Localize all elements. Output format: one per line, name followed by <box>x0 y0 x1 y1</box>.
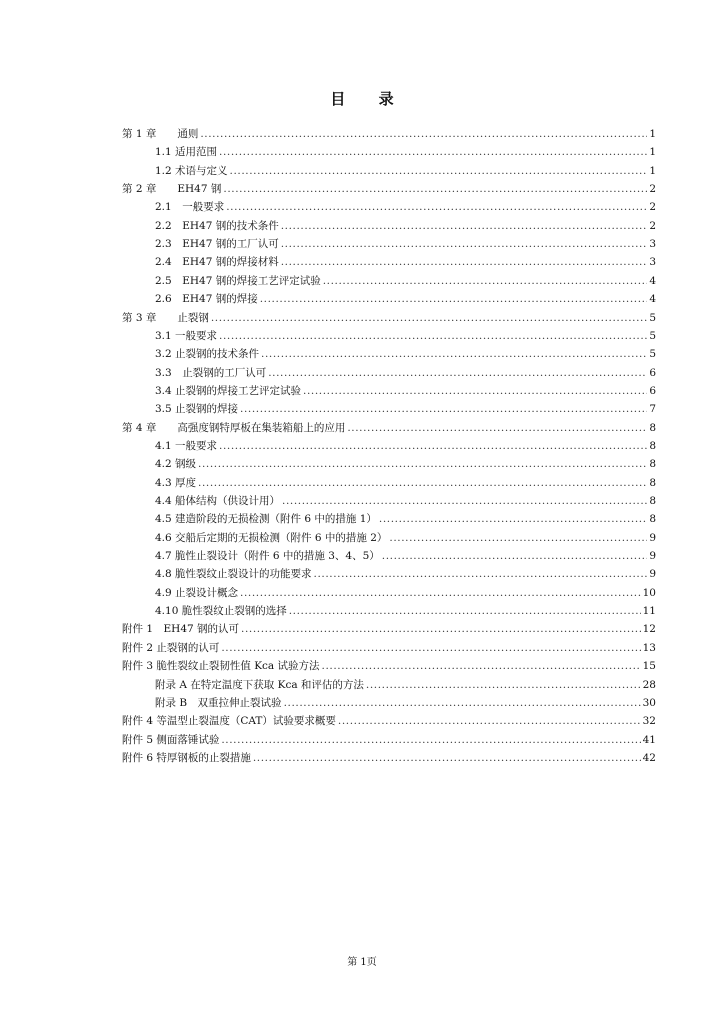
toc-entry-page: 5 <box>649 348 656 361</box>
toc-dot-leader <box>366 677 641 693</box>
toc-entry-label: 4.3 厚度 <box>155 476 197 489</box>
toc-entry[interactable] <box>122 310 656 326</box>
toc-dot-leader <box>281 254 648 270</box>
toc-entry-page: 1 <box>649 146 656 159</box>
toc-dot-leader <box>261 346 647 362</box>
toc-entry-page: 8 <box>649 495 656 507</box>
toc-entry-page: 12 <box>642 623 656 636</box>
toc-dot-leader <box>198 475 647 491</box>
toc-entry[interactable] <box>155 456 656 472</box>
toc-dot-leader <box>240 585 641 601</box>
page-title: 目 录 <box>330 90 408 108</box>
toc-entry-label: 2.2 EH47 钢的技术条件 <box>155 219 279 232</box>
toc-dot-leader <box>221 640 640 656</box>
toc-dot-leader <box>253 750 641 766</box>
toc-entry-page: 8 <box>649 513 656 526</box>
toc-dot-leader <box>230 163 648 179</box>
toc-entry-label: 4.1 一般要求 <box>155 439 218 452</box>
toc-entry-label: 2.3 EH47 钢的工厂认可 <box>155 238 279 251</box>
toc-entry-label: 附件 5 侧面落锤试验 <box>122 733 220 746</box>
toc-dot-leader <box>382 548 648 564</box>
toc-entry-page: 3 <box>649 238 656 251</box>
toc-entry-page: 7 <box>649 403 656 416</box>
toc-entry[interactable] <box>155 163 656 179</box>
toc-entry[interactable] <box>155 273 656 289</box>
toc-entry[interactable] <box>122 658 656 674</box>
toc-entry-page: 5 <box>649 311 656 324</box>
toc-entry-label: 4.10 脆性裂纹止裂钢的选择 <box>155 605 287 618</box>
toc-dot-leader <box>221 732 640 748</box>
toc-dot-leader <box>322 658 641 674</box>
toc-entry[interactable] <box>155 218 656 234</box>
toc-entry[interactable] <box>122 713 656 729</box>
toc-entry[interactable] <box>155 254 656 270</box>
toc-entry-label: 4.4 船体结构（供设计用） <box>155 495 281 507</box>
toc-entry-label: 4.6 交船后定期的无损检测（附件 6 中的措施 2） <box>155 531 388 544</box>
toc-dot-leader <box>284 695 641 711</box>
toc-entry-page: 30 <box>642 696 656 709</box>
toc-dot-leader <box>223 181 647 197</box>
toc-entry[interactable] <box>155 493 656 509</box>
toc-entry-label: 4.2 钢级 <box>155 458 197 471</box>
toc-dot-leader <box>241 621 641 637</box>
toc-entry-page: 13 <box>642 641 656 654</box>
toc-dot-leader <box>219 438 647 454</box>
toc-dot-leader <box>198 456 647 472</box>
toc-entry-label: 第 2 章 EH47 钢 <box>122 183 222 196</box>
toc-entry-label: 附件 4 等温型止裂温度（CAT）试验要求概要 <box>122 715 336 728</box>
toc-entry-label: 3.1 一般要求 <box>155 329 218 342</box>
toc-entry[interactable] <box>155 365 656 381</box>
toc-entry-page: 15 <box>642 660 656 673</box>
toc-entry-page: 9 <box>649 568 656 581</box>
toc-entry-page: 5 <box>649 329 656 342</box>
toc-entry-page: 9 <box>649 531 656 544</box>
toc-entry-label: 3.2 止裂钢的技术条件 <box>155 348 260 361</box>
toc-entry[interactable] <box>155 677 656 693</box>
toc-entry-label: 2.5 EH47 钢的焊接工艺评定试验 <box>155 274 321 287</box>
toc-dot-leader <box>379 511 647 527</box>
toc-dot-leader <box>260 291 648 307</box>
toc-entry-page: 4 <box>649 293 656 306</box>
toc-dot-leader <box>211 310 647 326</box>
toc-entry-page: 3 <box>649 256 656 269</box>
toc-entry-page: 32 <box>642 715 656 728</box>
toc-entry[interactable] <box>122 126 656 142</box>
toc-dot-leader <box>219 328 647 344</box>
toc-entry-label: 2.6 EH47 钢的焊接 <box>155 293 258 306</box>
toc-entry-label: 1.2 术语与定义 <box>155 164 228 177</box>
toc-entry-label: 第 4 章 高强度钢特厚板在集装箱船上的应用 <box>122 421 346 434</box>
toc-entry[interactable] <box>155 291 656 307</box>
toc-entry-page: 8 <box>649 476 656 489</box>
toc-dot-leader <box>338 713 641 729</box>
toc-entry-page: 41 <box>642 733 656 746</box>
toc-entry-page: 9 <box>649 550 656 563</box>
toc-entry-page: 6 <box>649 384 656 397</box>
toc-entry[interactable] <box>122 420 656 436</box>
toc-entry[interactable] <box>122 732 656 748</box>
toc-entry[interactable] <box>155 346 656 362</box>
toc-entry-page: 4 <box>649 274 656 287</box>
toc-entry-page: 8 <box>649 458 656 471</box>
toc-entry[interactable] <box>155 548 656 564</box>
toc-entry-label: 附件 2 止裂钢的认可 <box>122 641 220 654</box>
toc-dot-leader <box>226 199 647 215</box>
toc-dot-leader <box>240 401 647 417</box>
toc-entry-page: 8 <box>649 439 656 452</box>
toc-entry-page: 28 <box>642 678 656 691</box>
toc-entry[interactable] <box>122 750 656 766</box>
page-number: 第 1页 <box>347 957 377 968</box>
toc-dot-leader <box>200 126 647 142</box>
toc-entry-label: 3.4 止裂钢的焊接工艺评定试验 <box>155 384 302 397</box>
toc-entry-page: 2 <box>649 201 656 214</box>
toc-entry-label: 4.9 止裂设计概念 <box>155 586 239 599</box>
toc-entry-page: 2 <box>649 219 656 232</box>
toc-dot-leader <box>281 218 648 234</box>
toc-entry[interactable] <box>122 621 656 637</box>
toc-dot-leader <box>323 273 648 289</box>
toc-entry-label: 附件 1 EH47 钢的认可 <box>122 623 240 636</box>
toc-entry[interactable] <box>155 144 656 160</box>
toc-dot-leader <box>219 144 647 160</box>
toc-dot-leader <box>281 236 648 252</box>
toc-entry[interactable] <box>155 236 656 252</box>
toc-entry-label: 1.1 适用范围 <box>155 146 218 159</box>
toc-entry-label: 2.4 EH47 钢的焊接材料 <box>155 256 279 269</box>
toc-dot-leader <box>282 493 647 509</box>
toc-entry-label: 第 1 章 通则 <box>122 128 199 140</box>
toc-entry[interactable] <box>155 328 656 344</box>
toc-entry-page: 2 <box>649 183 656 196</box>
toc-entry-label: 3.3 止裂钢的工厂认可 <box>155 366 267 379</box>
toc-dot-leader <box>389 530 647 546</box>
toc-entry-label: 第 3 章 止裂钢 <box>122 311 209 324</box>
toc-entry-page: 10 <box>642 586 656 599</box>
toc-entry[interactable] <box>155 438 656 454</box>
toc-entry[interactable] <box>155 383 656 399</box>
toc-entry-label: 4.5 建造阶段的无损检测（附件 6 中的措施 1） <box>155 513 377 526</box>
toc-dot-leader <box>347 420 647 436</box>
toc-entry[interactable] <box>155 199 656 215</box>
toc-entry-label: 4.7 脆性止裂设计（附件 6 中的措施 3、4、5） <box>155 550 380 563</box>
toc-entry[interactable] <box>155 603 656 619</box>
toc-entry-page: 6 <box>649 366 656 379</box>
toc-dot-leader <box>303 383 647 399</box>
toc-entry[interactable] <box>155 511 656 527</box>
toc-entry[interactable] <box>155 530 656 546</box>
toc-entry[interactable] <box>155 585 656 601</box>
toc-entry[interactable] <box>122 181 656 197</box>
toc-entry-label: 2.1 一般要求 <box>155 201 225 214</box>
toc-entry[interactable] <box>155 566 656 582</box>
toc-entry-label: 附录 B 双重拉伸止裂试验 <box>155 696 282 709</box>
toc-entry-page: 1 <box>649 164 656 177</box>
toc-entry-label: 附录 A 在特定温度下获取 Kca 和评估的方法 <box>155 678 364 691</box>
toc-entry-page: 8 <box>649 421 656 434</box>
toc-entry-label: 3.5 止裂钢的焊接 <box>155 403 239 416</box>
toc-entry[interactable] <box>155 401 656 417</box>
toc-entry-page: 42 <box>642 751 656 764</box>
toc-entry-page: 1 <box>649 128 656 140</box>
toc-entry-label: 附件 3 脆性裂纹止裂韧性值 Kca 试验方法 <box>122 660 320 673</box>
toc-dot-leader <box>268 365 647 381</box>
toc-entry[interactable] <box>155 695 656 711</box>
toc-entry-page: 11 <box>642 605 656 618</box>
toc-dot-leader <box>289 603 641 619</box>
toc-entry[interactable] <box>122 640 656 656</box>
toc-entry-label: 附件 6 特厚钢板的止裂措施 <box>122 751 251 764</box>
toc-dot-leader <box>314 566 648 582</box>
toc-entry-label: 4.8 脆性裂纹止裂设计的功能要求 <box>155 568 312 581</box>
toc-entry[interactable] <box>155 475 656 491</box>
